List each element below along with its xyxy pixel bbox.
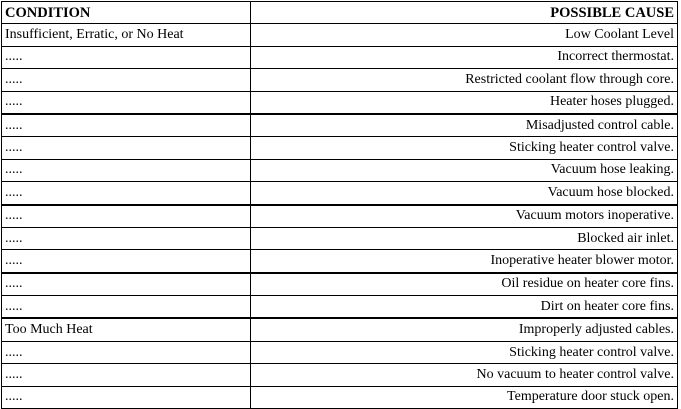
cause-cell: Vacuum hose blocked. bbox=[251, 182, 678, 205]
condition-cell: Insufficient, Erratic, or No Heat bbox=[2, 24, 251, 46]
table-row bbox=[2, 318, 678, 341]
condition-cell: ..... bbox=[2, 227, 251, 249]
table-row bbox=[2, 227, 678, 249]
table-row bbox=[2, 69, 678, 91]
table-row bbox=[2, 296, 678, 319]
cause-cell: Oil residue on heater core fins. bbox=[251, 273, 678, 296]
table-row bbox=[2, 250, 678, 273]
condition-cell: ..... bbox=[2, 114, 251, 137]
table-row bbox=[2, 273, 678, 296]
possible-cause-header: POSSIBLE CAUSE bbox=[251, 2, 678, 24]
condition-cell: Too Much Heat bbox=[2, 318, 251, 341]
table-row bbox=[2, 24, 678, 46]
cause-cell: Low Coolant Level bbox=[251, 24, 678, 46]
cause-cell: Blocked air inlet. bbox=[251, 227, 678, 249]
cause-cell: Heater hoses plugged. bbox=[251, 91, 678, 114]
cause-cell: Vacuum hose leaking. bbox=[251, 159, 678, 181]
cause-cell: Dirt on heater core fins. bbox=[251, 296, 678, 319]
table-row bbox=[2, 114, 678, 137]
table-row bbox=[2, 205, 678, 228]
condition-cell: ..... bbox=[2, 205, 251, 228]
condition-cell: ..... bbox=[2, 341, 251, 363]
condition-cell: ..... bbox=[2, 364, 251, 386]
diagnosis-table bbox=[1, 1, 678, 409]
condition-header: CONDITION bbox=[2, 2, 251, 24]
condition-cell: ..... bbox=[2, 159, 251, 181]
cause-cell: Misadjusted control cable. bbox=[251, 114, 678, 137]
condition-cell: ..... bbox=[2, 46, 251, 68]
table-row bbox=[2, 341, 678, 363]
table-body bbox=[2, 24, 678, 409]
condition-cell: ..... bbox=[2, 91, 251, 114]
table-row bbox=[2, 137, 678, 159]
cause-cell: Sticking heater control valve. bbox=[251, 137, 678, 159]
table-row bbox=[2, 364, 678, 386]
cause-cell: Restricted coolant flow through core. bbox=[251, 69, 678, 91]
condition-cell: ..... bbox=[2, 69, 251, 91]
cause-cell: Inoperative heater blower motor. bbox=[251, 250, 678, 273]
condition-cell: ..... bbox=[2, 137, 251, 159]
cause-cell: Vacuum motors inoperative. bbox=[251, 205, 678, 228]
table-row bbox=[2, 182, 678, 205]
condition-cell: ..... bbox=[2, 250, 251, 273]
table-row bbox=[2, 91, 678, 114]
condition-cell: ..... bbox=[2, 273, 251, 296]
condition-cell: ..... bbox=[2, 182, 251, 205]
cause-cell: Sticking heater control valve. bbox=[251, 341, 678, 363]
cause-cell: Improperly adjusted cables. bbox=[251, 318, 678, 341]
table-row bbox=[2, 159, 678, 181]
cause-cell: No vacuum to heater control valve. bbox=[251, 364, 678, 386]
table-header-row bbox=[2, 2, 678, 24]
table-row bbox=[2, 46, 678, 68]
cause-cell: Incorrect thermostat. bbox=[251, 46, 678, 68]
condition-cell: ..... bbox=[2, 296, 251, 319]
condition-cell: ..... bbox=[2, 386, 251, 408]
table-row bbox=[2, 386, 678, 408]
cause-cell: Temperature door stuck open. bbox=[251, 386, 678, 408]
